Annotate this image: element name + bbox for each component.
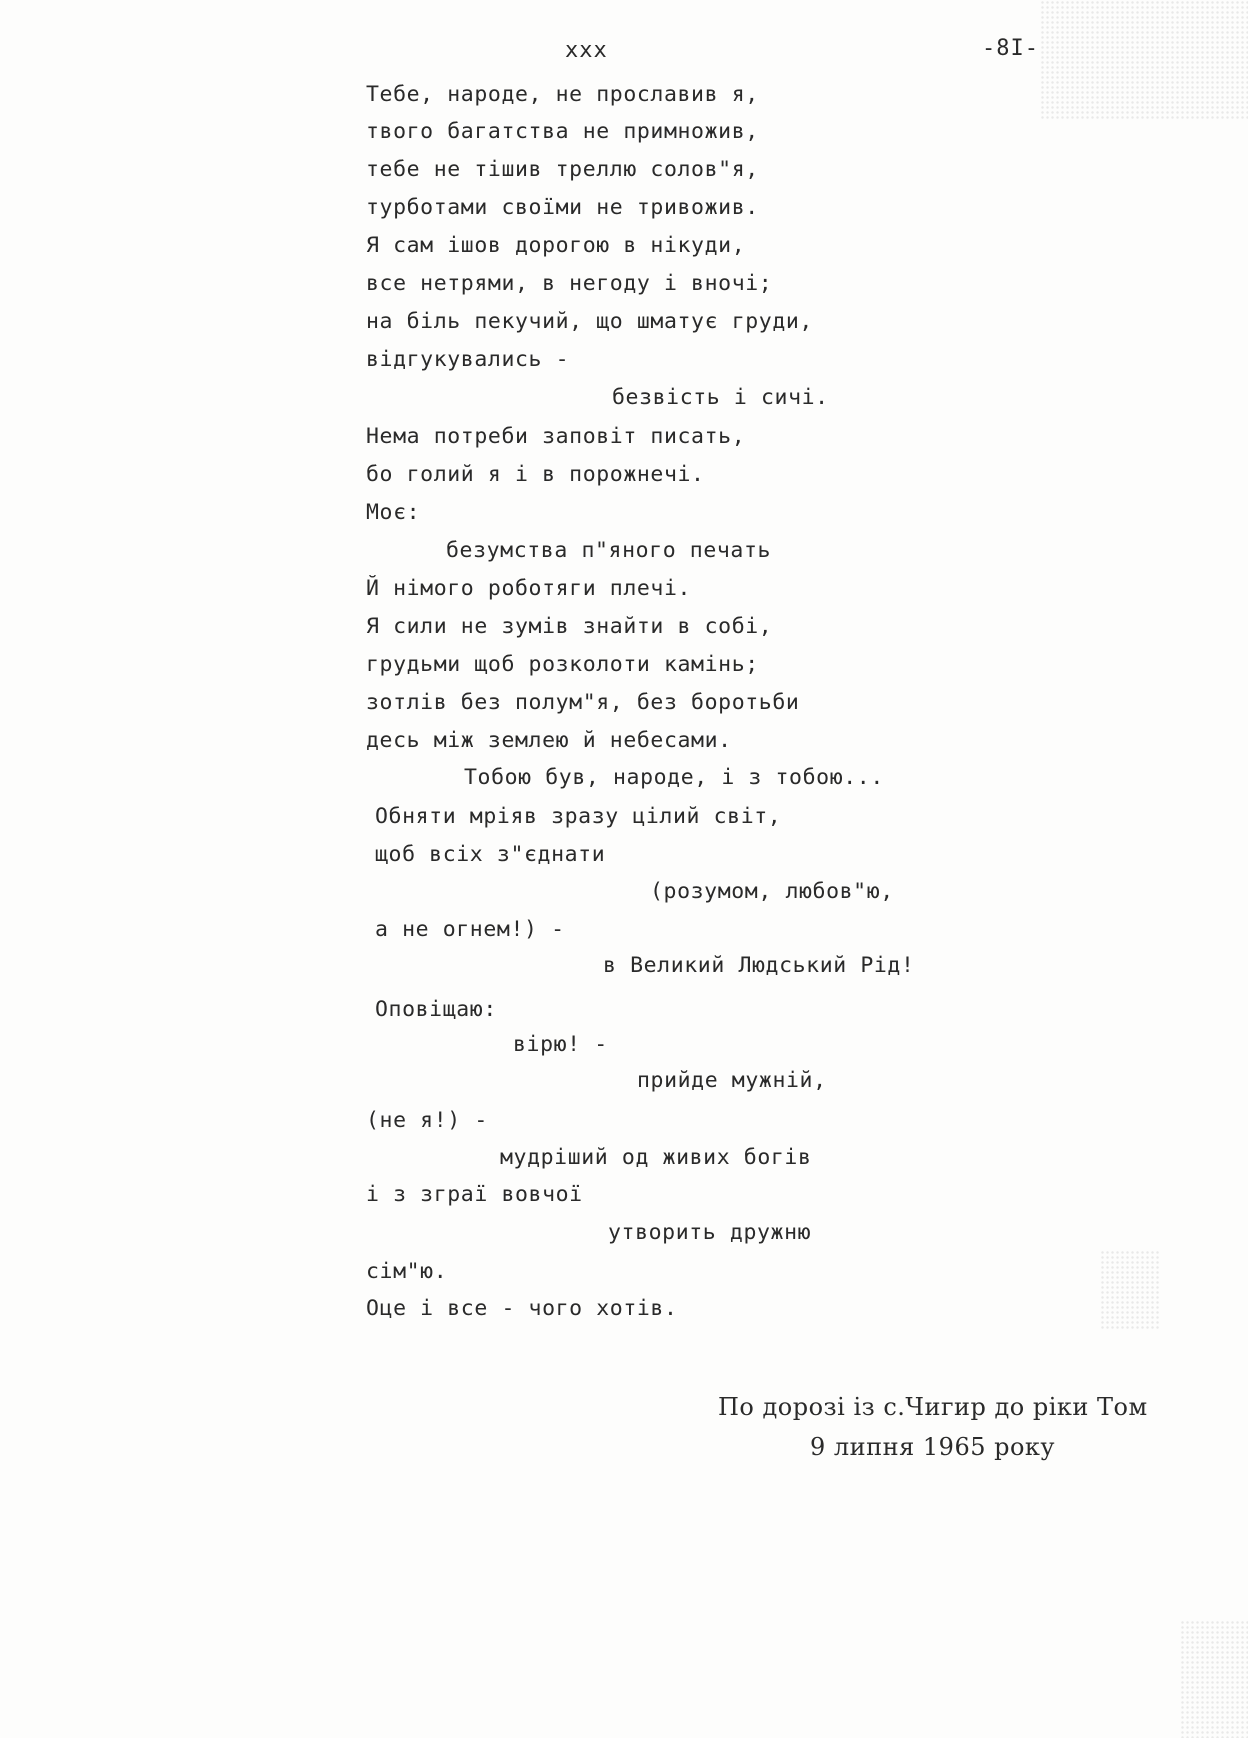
paper-texture bbox=[1100, 1250, 1160, 1330]
poem-line: Обняти мріяв зразу цілий світ, bbox=[375, 804, 782, 829]
poem-line: Тобою був, народе, і з тобою... bbox=[464, 765, 884, 790]
poem-line: Нема потреби заповіт писать, bbox=[366, 424, 746, 449]
poem-line: Тебе, народе, не прославив я, bbox=[366, 82, 759, 107]
poem-line: вірю! - bbox=[513, 1032, 608, 1057]
poem-line: утворить дружню bbox=[608, 1220, 812, 1245]
poem-line: а не огнем!) - bbox=[375, 917, 565, 942]
poem-line: (розумом, любов"ю, bbox=[650, 879, 894, 904]
poem-line: твого багатства не примножив, bbox=[366, 119, 759, 144]
poem-line: Й німого роботяги плечі. bbox=[366, 576, 692, 601]
poem-line: (не я!) - bbox=[366, 1108, 488, 1133]
page-number: -8I- bbox=[982, 36, 1039, 61]
poem-line: прийде мужній, bbox=[637, 1068, 827, 1093]
poem-line: все нетрями, в негоду і вночі; bbox=[366, 271, 773, 296]
poem-line: і з зграї вовчої bbox=[366, 1182, 583, 1207]
poem-line: Моє: bbox=[366, 500, 421, 525]
paper-texture bbox=[1180, 1620, 1248, 1738]
poem-line: Я сам ішов дорогою в нікуди, bbox=[366, 233, 746, 258]
poem-line: сім"ю. bbox=[366, 1259, 448, 1284]
section-mark: xxx bbox=[565, 38, 608, 63]
poem-line: відгукувались - bbox=[366, 347, 570, 372]
poem-line: безумства п"яного печать bbox=[446, 538, 772, 563]
signoff-place: По дорозі із с.Чигир до ріки Том bbox=[718, 1393, 1148, 1421]
poem-line: Оповіщаю: bbox=[375, 997, 497, 1022]
poem-line: турботами своїми не тривожив. bbox=[366, 195, 759, 220]
poem-line: зотлів без полум"я, без боротьби bbox=[366, 690, 800, 715]
paper-texture bbox=[1040, 0, 1248, 120]
poem-line: тебе не тішив треллю солов"я, bbox=[366, 157, 759, 182]
poem-line: грудьми щоб розколоти камінь; bbox=[366, 652, 759, 677]
poem-line: мудріший од живих богів bbox=[500, 1145, 812, 1170]
poem-line: щоб всіх з"єднати bbox=[375, 842, 606, 867]
poem-line: на біль пекучий, що шматує груди, bbox=[366, 309, 813, 334]
poem-line: безвість і сичі. bbox=[612, 385, 829, 410]
signoff-date: 9 липня 1965 року bbox=[810, 1433, 1056, 1461]
poem-line: Оце і все - чого хотів. bbox=[366, 1296, 678, 1321]
poem-line: бо голий я і в порожнечі. bbox=[366, 462, 705, 487]
poem-line: в Великий Людський Рід! bbox=[603, 953, 915, 978]
poem-line: Я сили не зумів знайти в собі, bbox=[366, 614, 773, 639]
poem-line: десь між землею й небесами. bbox=[366, 728, 732, 753]
